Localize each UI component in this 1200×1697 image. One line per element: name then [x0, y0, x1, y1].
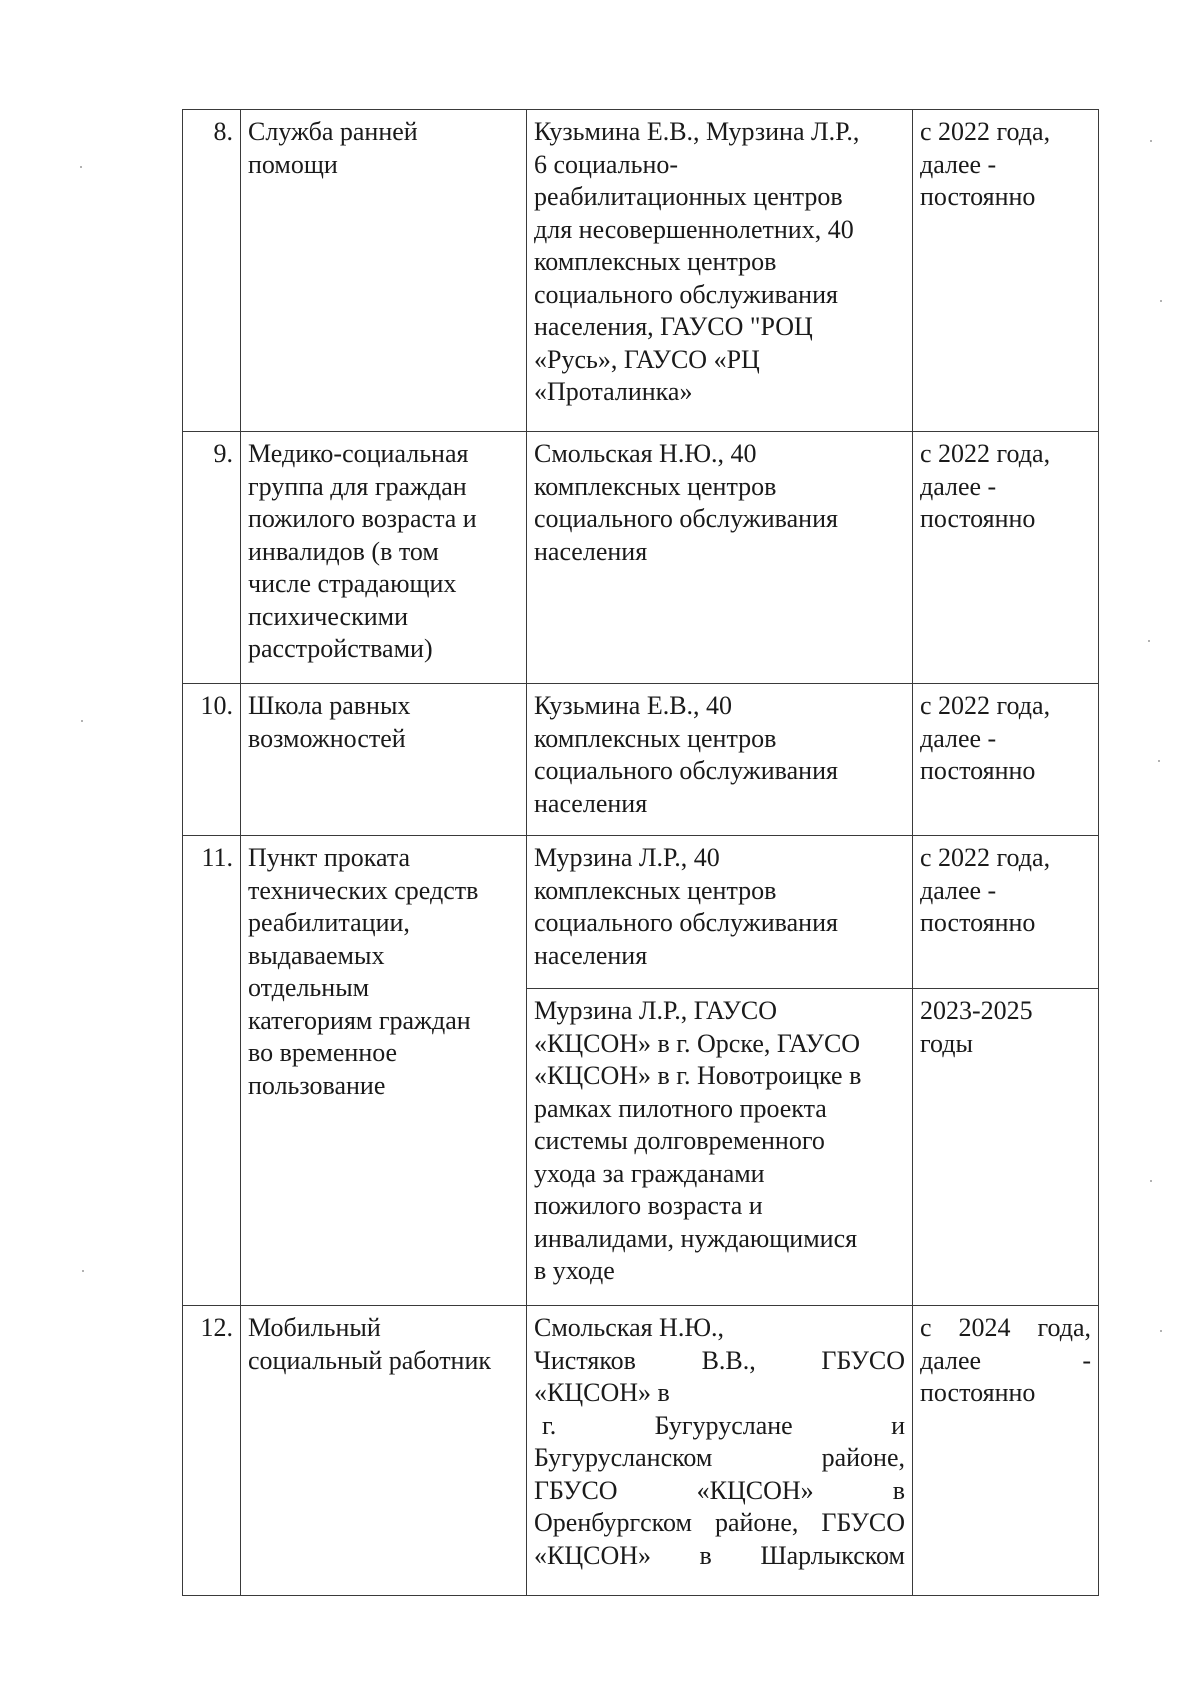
scan-speck: [81, 720, 83, 722]
responsible-line: «КЦСОН» в: [534, 1378, 670, 1407]
responsible-cell: Мурзина Л.Р., ГАУСО «КЦСОН» в г. Орске, ГАУСО «КЦСОН» в г. Новотроицке в рамках пилотного проекта системы долговременного ухода за гражданами пожилого возраста и инвалидами, нуждающимися в уходе: [527, 989, 913, 1306]
row-number: 8.: [183, 110, 241, 432]
term-line: далее -: [920, 1345, 1091, 1375]
responsible-cell: [527, 1306, 913, 1596]
responsible-line: Смольская Н.Ю.,: [534, 1313, 725, 1342]
row-number: 10.: [183, 684, 241, 836]
responsible-line: Оренбургском районе, ГБУСО: [534, 1508, 905, 1537]
term-cell: с 2022 года, далее - постоянно: [913, 836, 1099, 989]
scan-speck: [1158, 760, 1160, 762]
term-line: постоянно: [920, 1378, 1036, 1407]
responsible-line: Бугурусланском районе,: [534, 1443, 905, 1472]
term-cell: 2023-2025 годы: [913, 989, 1099, 1306]
responsible-cell: Мурзина Л.Р., 40 комплексных центров социального обслуживания населения: [527, 836, 913, 989]
scan-speck: [82, 1270, 84, 1272]
table-row: [183, 432, 1099, 684]
measure-name: Мобильный социальный работник: [241, 1306, 527, 1596]
table-row: [183, 110, 1099, 432]
row-number: 11.: [183, 836, 241, 1306]
scan-speck: [1160, 1330, 1162, 1332]
responsible-cell: Кузьмина Е.В., 40 комплексных центров социального обслуживания населения: [527, 684, 913, 836]
term-cell: с 2022 года, далее - постоянно: [913, 110, 1099, 432]
table-row: [183, 1306, 1099, 1596]
responsible-line: Чистяков В.В., ГБУСО: [534, 1345, 905, 1375]
table-row: [183, 684, 1099, 836]
term-line: с 2024 года,: [920, 1313, 1091, 1342]
scan-speck: [80, 166, 82, 168]
measure-name: Медико-социальная группа для граждан пожилого возраста и инвалидов (в том числе страдающих психическими расстройствами): [241, 432, 527, 684]
measure-name: Служба ранней помощи: [241, 110, 527, 432]
term-cell: [913, 1306, 1099, 1596]
responsible-line: «КЦСОН» в Шарлыкском: [534, 1540, 905, 1570]
scan-speck: [1150, 1180, 1152, 1182]
row-number: 9.: [183, 432, 241, 684]
term-cell: с 2022 года, далее - постоянно: [913, 684, 1099, 836]
scan-speck: [1160, 300, 1162, 302]
row-number: 12.: [183, 1306, 241, 1596]
table-row: [183, 836, 1099, 989]
responsible-line: г. Бугуруслане и: [542, 1410, 905, 1440]
scan-speck: [1148, 640, 1150, 642]
measures-table: [182, 109, 1099, 1596]
measure-name: Школа равных возможностей: [241, 684, 527, 836]
measure-name: Пункт проката технических средств реабилитации, выдаваемых отдельным категориям граждан во временное пользование: [241, 836, 527, 1306]
responsible-cell: Смольская Н.Ю., 40 комплексных центров социального обслуживания населения: [527, 432, 913, 684]
term-cell: с 2022 года, далее - постоянно: [913, 432, 1099, 684]
responsible-line: ГБУСО «КЦСОН» в: [534, 1475, 905, 1505]
scan-speck: [1150, 140, 1152, 142]
responsible-cell: Кузьмина Е.В., Мурзина Л.Р., 6 социально- реабилитационных центров для несовершеннолетних, 40 комплексных центров социального обслуживания населения, ГАУСО "РОЦ «Русь», ГАУСО «РЦ «Проталинка»: [527, 110, 913, 432]
